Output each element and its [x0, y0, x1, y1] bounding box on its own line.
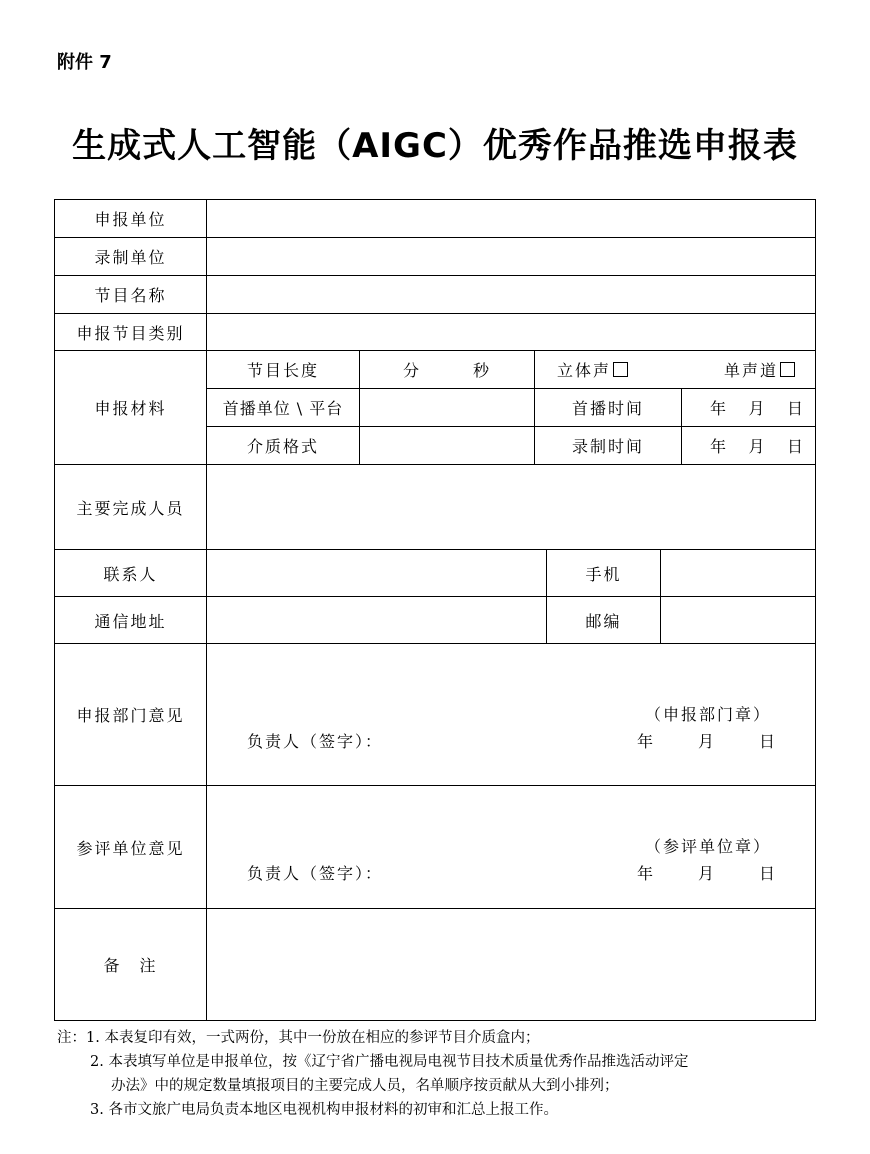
first-broadcast-unit-label: 首播单位 \ 平台 [222, 399, 344, 418]
contact-person-field[interactable] [207, 550, 546, 596]
recording-time-label: 录制时间 [571, 437, 644, 456]
program-category-field[interactable] [207, 314, 815, 350]
notes [57, 1026, 688, 1122]
mono-checkbox[interactable] [780, 362, 795, 377]
note-1: 注：1. 本表复印有效，一式两份，其中一份放在相应的参评节目介质盒内； [57, 1030, 540, 1046]
page-title: 生成式人工智能（AIGC）优秀作品推选申报表 [72, 126, 798, 166]
stereo-option[interactable] [557, 358, 628, 381]
applicant-unit-label: 申报单位 [94, 210, 167, 229]
stereo-checkbox[interactable] [613, 362, 628, 377]
first-broadcast-time-label: 首播时间 [571, 399, 644, 418]
dept-seal-text: （申报部门章） [645, 704, 772, 724]
main-staff-label: 主要完成人员 [76, 498, 185, 518]
address-field[interactable] [207, 597, 546, 643]
media-format-field[interactable] [360, 427, 534, 464]
materials-label: 申报材料 [94, 399, 167, 418]
contact-person-label: 联系人 [103, 564, 158, 584]
postcode-label: 邮编 [585, 611, 622, 631]
note-2: 2. 本表填写单位是申报单位，按《辽宁省广播电视局电视节目技术质量优秀作品推选活动评定 [90, 1054, 689, 1070]
note-3: 3. 各市文旅广电局负责本地区电视机构申报材料的初审和汇总上报工作。 [90, 1102, 558, 1118]
mono-label: 单声道 [723, 361, 778, 380]
first-broadcast-unit-field[interactable] [360, 389, 534, 426]
eval-opinion-field[interactable] [207, 786, 815, 908]
program-name-label: 节目名称 [94, 286, 167, 305]
recording-unit-label: 录制单位 [94, 248, 167, 267]
mono-option[interactable] [724, 358, 795, 381]
dept-opinion-field[interactable] [207, 644, 815, 785]
program-name-field[interactable] [207, 276, 815, 313]
recording-unit-field[interactable] [207, 238, 815, 275]
applicant-unit-field[interactable] [207, 200, 815, 237]
eval-seal-text: （参评单位章） [645, 836, 772, 856]
address-label: 通信地址 [94, 611, 167, 631]
remarks-field[interactable] [207, 909, 815, 1020]
program-length-label: 节目长度 [246, 361, 319, 380]
eval-opinion-label: 参评单位意见 [76, 838, 185, 858]
application-form [54, 199, 816, 1021]
eval-date: 年 月 日 [637, 863, 777, 883]
program-length-field[interactable] [360, 351, 534, 388]
program-category-label: 申报节目类别 [76, 323, 185, 343]
eval-responsible-sign: 负责人（签字）： [247, 863, 384, 883]
first-broadcast-date-field[interactable]: 年 月 日 [710, 399, 805, 418]
minutes-unit: 分 [402, 361, 421, 380]
note-2-continued: 办法》中的规定数量填报项目的主要完成人员，名单顺序按贡献从大到小排列； [111, 1078, 619, 1094]
attachment-label: 附件 7 [57, 52, 112, 73]
mobile-field[interactable] [661, 550, 815, 596]
media-format-label: 介质格式 [246, 437, 319, 456]
dept-date: 年 月 日 [637, 731, 777, 751]
recording-date-field[interactable]: 年 月 日 [710, 437, 805, 456]
dept-opinion-label: 申报部门意见 [76, 706, 185, 725]
mobile-label: 手机 [585, 564, 622, 584]
dept-responsible-sign: 负责人（签字）： [247, 731, 384, 751]
stereo-label: 立体声 [557, 361, 612, 380]
remarks-label: 备 注 [103, 956, 158, 975]
main-staff-field[interactable] [207, 465, 815, 549]
postcode-field[interactable] [661, 597, 815, 643]
seconds-unit: 秒 [473, 361, 492, 380]
